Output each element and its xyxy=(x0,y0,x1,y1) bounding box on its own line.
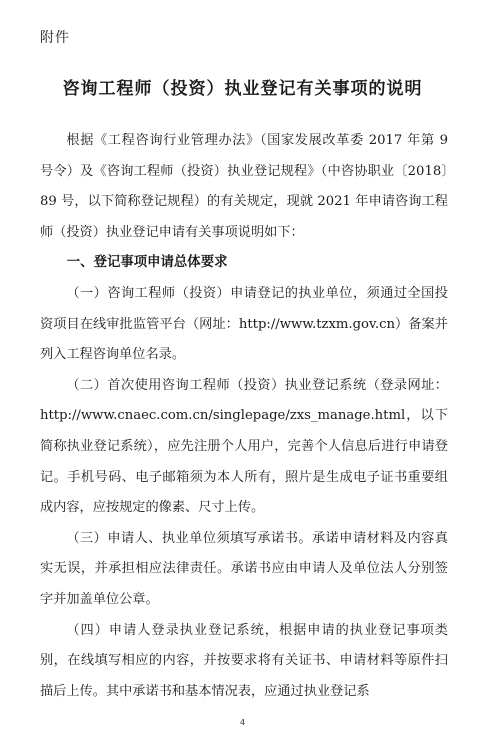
paragraph-item-3: （三）申请人、执业单位须填写承诺书。承诺申请材料及内容真实无误，并承担相应法律责任。承诺书应由申请人及单位法人分别签字并加盖单位公章。 xyxy=(40,530,448,607)
attachment-label: 附件 xyxy=(40,30,70,46)
document-body xyxy=(40,126,448,707)
paragraph-item-2: （二）首次使用咨询工程师（投资）执业登记系统（登录网址：http://www.cnaec.com.cn/singlepage/zxs_manage.html，以下简称执业登记系统），应先注册个人用户，完善个人信息后进行申请登记。手机号码、电子邮箱须为本人所有，照片是生成电子证书重要组成内容，应按规定的像素、尺寸上传。 xyxy=(40,377,448,516)
paragraph-item-1: （一）咨询工程师（投资）申请登记的执业单位，须通过全国投资项目在线审批监管平台（网址：http://www.tzxm.gov.cn）备案并列入工程咨询单位名录。 xyxy=(40,285,448,363)
intro-paragraph: 根据《工程咨询行业管理办法》（国家发展改革委 2017 年第 9 号令）及《咨询工程师（投资）执业登记规程》（中咨协职业〔2018〕89 号，以下简称登记规程）的有关规定，现就 2021 年申请咨询工程师（投资）执业登记申请有关事项说明如下： xyxy=(40,133,448,240)
page-number: 4 xyxy=(239,718,246,727)
section-heading: 一、登记事项申请总体要求 xyxy=(66,255,228,271)
paragraph-item-4: （四）申请人登录执业登记系统，根据申请的执业登记事项类别，在线填写相应的内容，并按要求将有关证书、申请材料等原件扫描后上传。其中承诺书和基本情况表，应通过执业登记系 xyxy=(40,622,448,699)
document-title: 咨询工程师（投资）执业登记有关事项的说明 xyxy=(62,79,423,99)
